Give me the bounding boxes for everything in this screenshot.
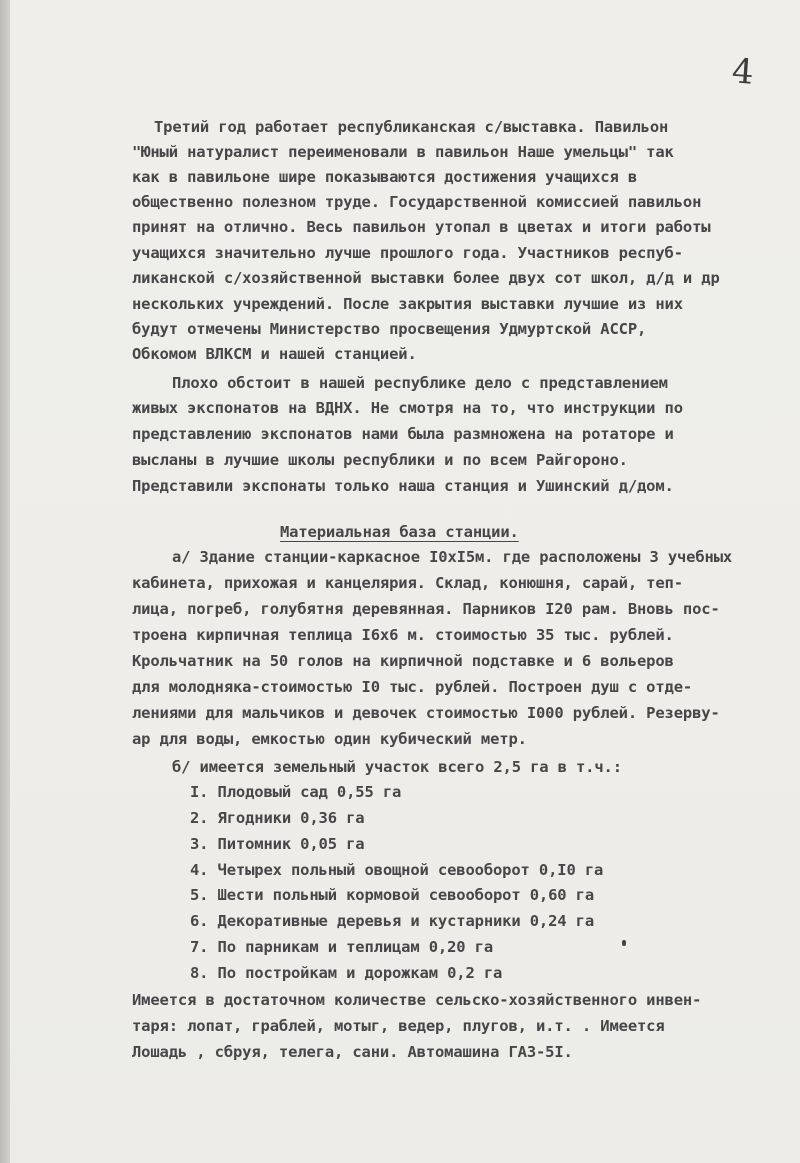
handwritten-page-number: 4 bbox=[730, 51, 756, 93]
item-a-line: лениями для мальчиков и девочек стоимостью I000 рублей. Резерву- bbox=[132, 704, 720, 722]
exhibition-line: ликанской с/хозяйственной выставки более двух сот школ, д/д и др bbox=[132, 269, 720, 287]
vdnh-line: представлению экспонатов нами была размножена на ротаторе и bbox=[132, 425, 674, 443]
exhibition-line: "Юный натуралист переименовали в павильон Наше умельцы" так bbox=[132, 143, 674, 161]
land-item: I. Плодовый сад 0,55 га bbox=[190, 783, 402, 801]
exhibition-line: будут отмечены Министерство просвещения Удмуртской АССР, bbox=[132, 320, 647, 338]
item-a-line: а/ Здание станции-каркасное I0хI5м. где расположены 3 учебных bbox=[172, 548, 733, 566]
exhibition-line: Третий год работает республиканская с/выставка. Павильон bbox=[154, 118, 669, 136]
land-item: 3. Питомник 0,05 га bbox=[190, 835, 365, 853]
item-a-line: для молодняка-стоимостью I0 тыс. рублей. Построен душ с отде- bbox=[132, 678, 693, 696]
item-a-line: кабинета, прихожая и канцелярия. Склад, конюшня, сарай, теп- bbox=[132, 574, 683, 592]
vdnh-line: высланы в лучшие школы республики и по всем Райгороно. bbox=[132, 451, 628, 469]
land-item: 2. Ягодники 0,36 га bbox=[190, 809, 365, 827]
exhibition-line: общественно полезном труде. Государственной комиссией павильон bbox=[132, 193, 702, 211]
exhibition-line: принят на отлично. Весь павильон утопал в цветах и итоги работы bbox=[132, 218, 711, 236]
item-b-intro: б/ имеется земельный участок всего 2,5 га в т.ч.: bbox=[172, 758, 622, 776]
vdnh-line: Представили экспонаты только наша станция и Ушинский д/дом. bbox=[132, 477, 674, 495]
vdnh-line: Плохо обстоит в нашей республике дело с представлением bbox=[172, 374, 668, 392]
land-item: 8. По постройкам и дорожкам 0,2 га bbox=[190, 964, 503, 982]
land-item: 4. Четырех польный овощной севооборот 0,I0 га bbox=[190, 861, 604, 879]
land-item: 7. По парникам и теплицам 0,20 га bbox=[190, 938, 493, 956]
vdnh-line: живых экспонатов на ВДНХ. Не смотря на то, что инструкции по bbox=[132, 399, 683, 417]
closing-line: Лошадь , сбруя, телега, сани. Автомашина ГАЗ-5I. bbox=[132, 1043, 573, 1061]
exhibition-line: учащихся значительно лучше прошлого года. Участников респуб- bbox=[132, 244, 683, 262]
item-a-line: лица, погреб, голубятня деревянная. Парников I20 рам. Вновь пос- bbox=[132, 600, 720, 618]
closing-line: Имеется в достаточном количестве сельско-хозяйственного инвен- bbox=[132, 991, 702, 1009]
item-a-line: троена кирпичная теплица I6х6 м. стоимостью 35 тыс. рублей. bbox=[132, 626, 674, 644]
ink-dot-mark bbox=[622, 940, 626, 946]
item-a-line: ар для воды, емкостью один кубический метр. bbox=[132, 730, 527, 748]
land-item: 6. Декоративные деревья и кустарники 0,24 га bbox=[190, 912, 594, 930]
closing-line: таря: лопат, граблей, мотыг, ведер, плугов, и.т. . Имеется bbox=[132, 1017, 665, 1035]
exhibition-line: как в павильоне шире показываются достижения учащихся в bbox=[132, 168, 637, 186]
item-a-line: Крольчатник на 50 голов на кирпичной подставке и 6 вольеров bbox=[132, 652, 674, 670]
land-item: 5. Шести польный кормовой севооборот 0,60 га bbox=[190, 886, 594, 904]
exhibition-line: Обкомом ВЛКСМ и нашей станцией. bbox=[132, 345, 417, 363]
exhibition-line: нескольких учреждений. После закрытия выставки лучшие из них bbox=[132, 295, 683, 313]
section-heading: Материальная база станции. bbox=[280, 523, 519, 541]
